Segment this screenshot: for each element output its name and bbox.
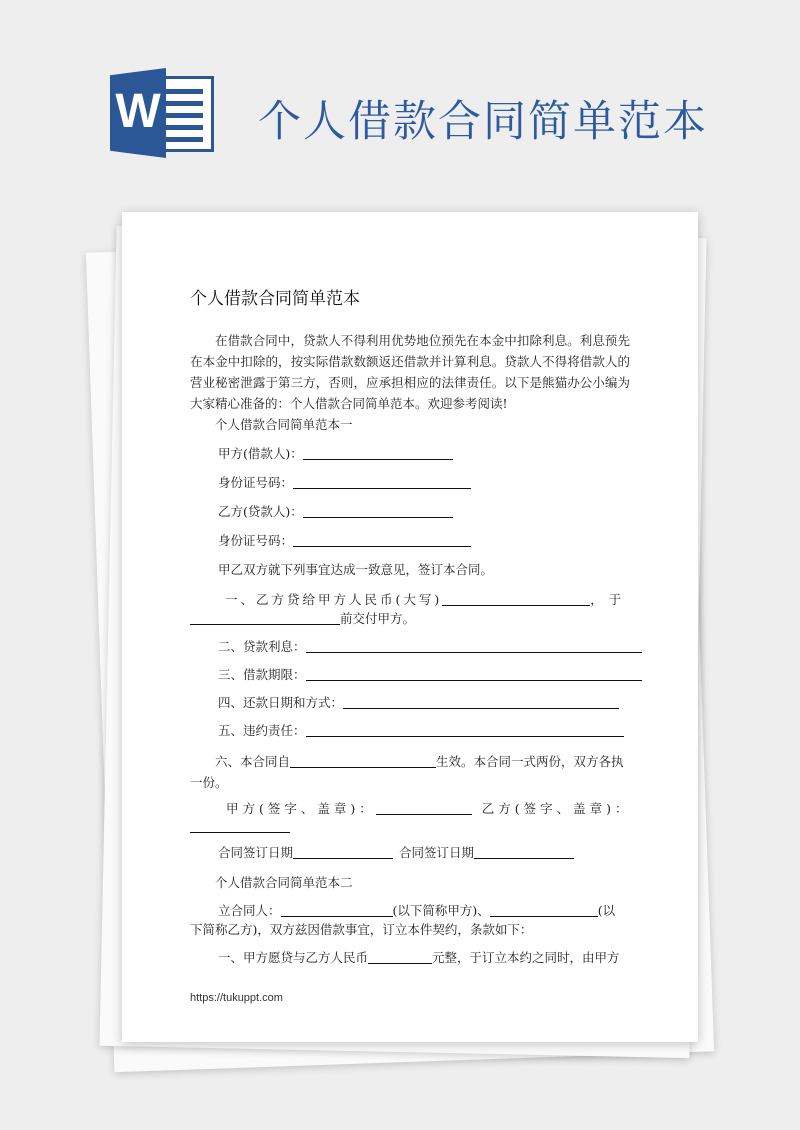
clause4-label: 四、还款日期和方式： (218, 695, 344, 710)
clause3-row (190, 664, 634, 685)
section2-title: 个人借款合同简单范本二 (215, 875, 353, 890)
clause4-blank[interactable] (343, 695, 619, 709)
clause2-blank[interactable] (306, 639, 642, 653)
clause2-label: 二、贷款利息： (218, 639, 306, 654)
clause1-date-blank[interactable] (190, 611, 340, 625)
sign-b-blank[interactable] (190, 819, 290, 833)
s2-party-b-blank[interactable] (490, 903, 598, 917)
clause5-label: 五、违约责任： (218, 723, 306, 738)
clause3-blank[interactable] (306, 667, 642, 681)
sign-date-a-blank[interactable] (293, 845, 393, 859)
sign-date-a-label: 合同签订日期 (218, 845, 294, 860)
sign-a-blank[interactable] (376, 801, 472, 815)
s2-clause1 (190, 947, 634, 968)
clause5-row (190, 720, 634, 741)
s2-clause1-start: 一、甲方愿贷与乙方人民币 (218, 950, 369, 965)
id-a-blank[interactable] (293, 475, 471, 489)
clause6-start: 六、本合同自 (215, 754, 291, 769)
clause4-row (190, 692, 634, 713)
party-b-label: 乙方(贷款人)： (218, 504, 303, 519)
s2-amount-blank[interactable] (368, 950, 432, 964)
clause1-end: 前交付甲方。 (340, 611, 416, 626)
page-title: 个人借款合同简单范本 (258, 97, 708, 147)
sign-date-b-blank[interactable] (474, 845, 574, 859)
s2-clause1-end: 元整，于订立本约之同时，由甲方 (432, 950, 620, 965)
clause1-comma: ，于 (590, 592, 628, 607)
party-a-blank[interactable] (303, 446, 453, 460)
clause6-end: 生效。本合同一式两份，双方各执一份。 (190, 754, 624, 790)
sign-date-row (190, 842, 634, 863)
page-header (0, 0, 800, 200)
sign-b-label: 乙方(签字、盖章)： (481, 801, 632, 816)
clause1-start: 一、乙方贷给甲方人民币(大写) (225, 592, 443, 607)
clause2-row (190, 636, 634, 657)
id-b-row (190, 530, 634, 551)
section1-title: 个人借款合同简单范本一 (215, 417, 353, 432)
sign-b-blank-row (190, 816, 634, 837)
clause3-label: 三、借款期限： (218, 667, 306, 682)
s2-line1-start: 立合同人： (218, 903, 281, 918)
sign-a-label: 甲方(签字、盖章)： (226, 801, 376, 816)
party-b-row (190, 501, 634, 522)
document-title: 个人借款合同简单范本 (190, 289, 360, 309)
clause1 (190, 589, 634, 610)
intro-paragraph: 在借款合同中，贷款人不得利用优势地位预先在本金中扣除利息。利息预先在本金中扣除的，按实际借款数额返还借款并计算利息。贷款人不得将借款人的营业秘密泄露于第三方，否则，应承担相应的法律责任。以下是熊猫办公小编为大家精心准备的：个人借款合同简单范本。欢迎参考阅读! (190, 333, 630, 411)
footer-url[interactable]: https://tukuppt.com (190, 992, 283, 1004)
s2-party-a-blank[interactable] (281, 903, 393, 917)
clause6 (190, 751, 634, 793)
word-document-icon (110, 68, 214, 158)
id-b-blank[interactable] (293, 533, 471, 547)
s2-line1-mid: (以下简称甲方)、 (392, 903, 490, 918)
id-a-label: 身份证号码： (218, 475, 294, 490)
s2-line1 (190, 900, 634, 921)
id-b-label: 身份证号码： (218, 533, 294, 548)
clause6-blank[interactable] (290, 754, 436, 768)
clause5-blank[interactable] (306, 723, 624, 737)
id-a-row (190, 472, 634, 493)
clause1-amount-blank[interactable] (442, 592, 590, 606)
agreement-line: 甲乙双方就下列事宜达成一致意见，签订本合同。 (218, 562, 494, 577)
s2-line1-end: (以 (597, 903, 616, 918)
party-a-label: 甲方(借款人)： (218, 446, 303, 461)
document-page (122, 212, 698, 1042)
s2-line2: 下简称乙方)，双方兹因借款事宜，订立本件契约，条款如下： (190, 922, 533, 937)
party-a-row (190, 443, 634, 464)
clause1-cont (190, 608, 634, 629)
party-b-blank[interactable] (303, 504, 453, 518)
word-icon-letter: W (115, 85, 161, 138)
sign-date-b-label: 合同签订日期 (399, 845, 475, 860)
